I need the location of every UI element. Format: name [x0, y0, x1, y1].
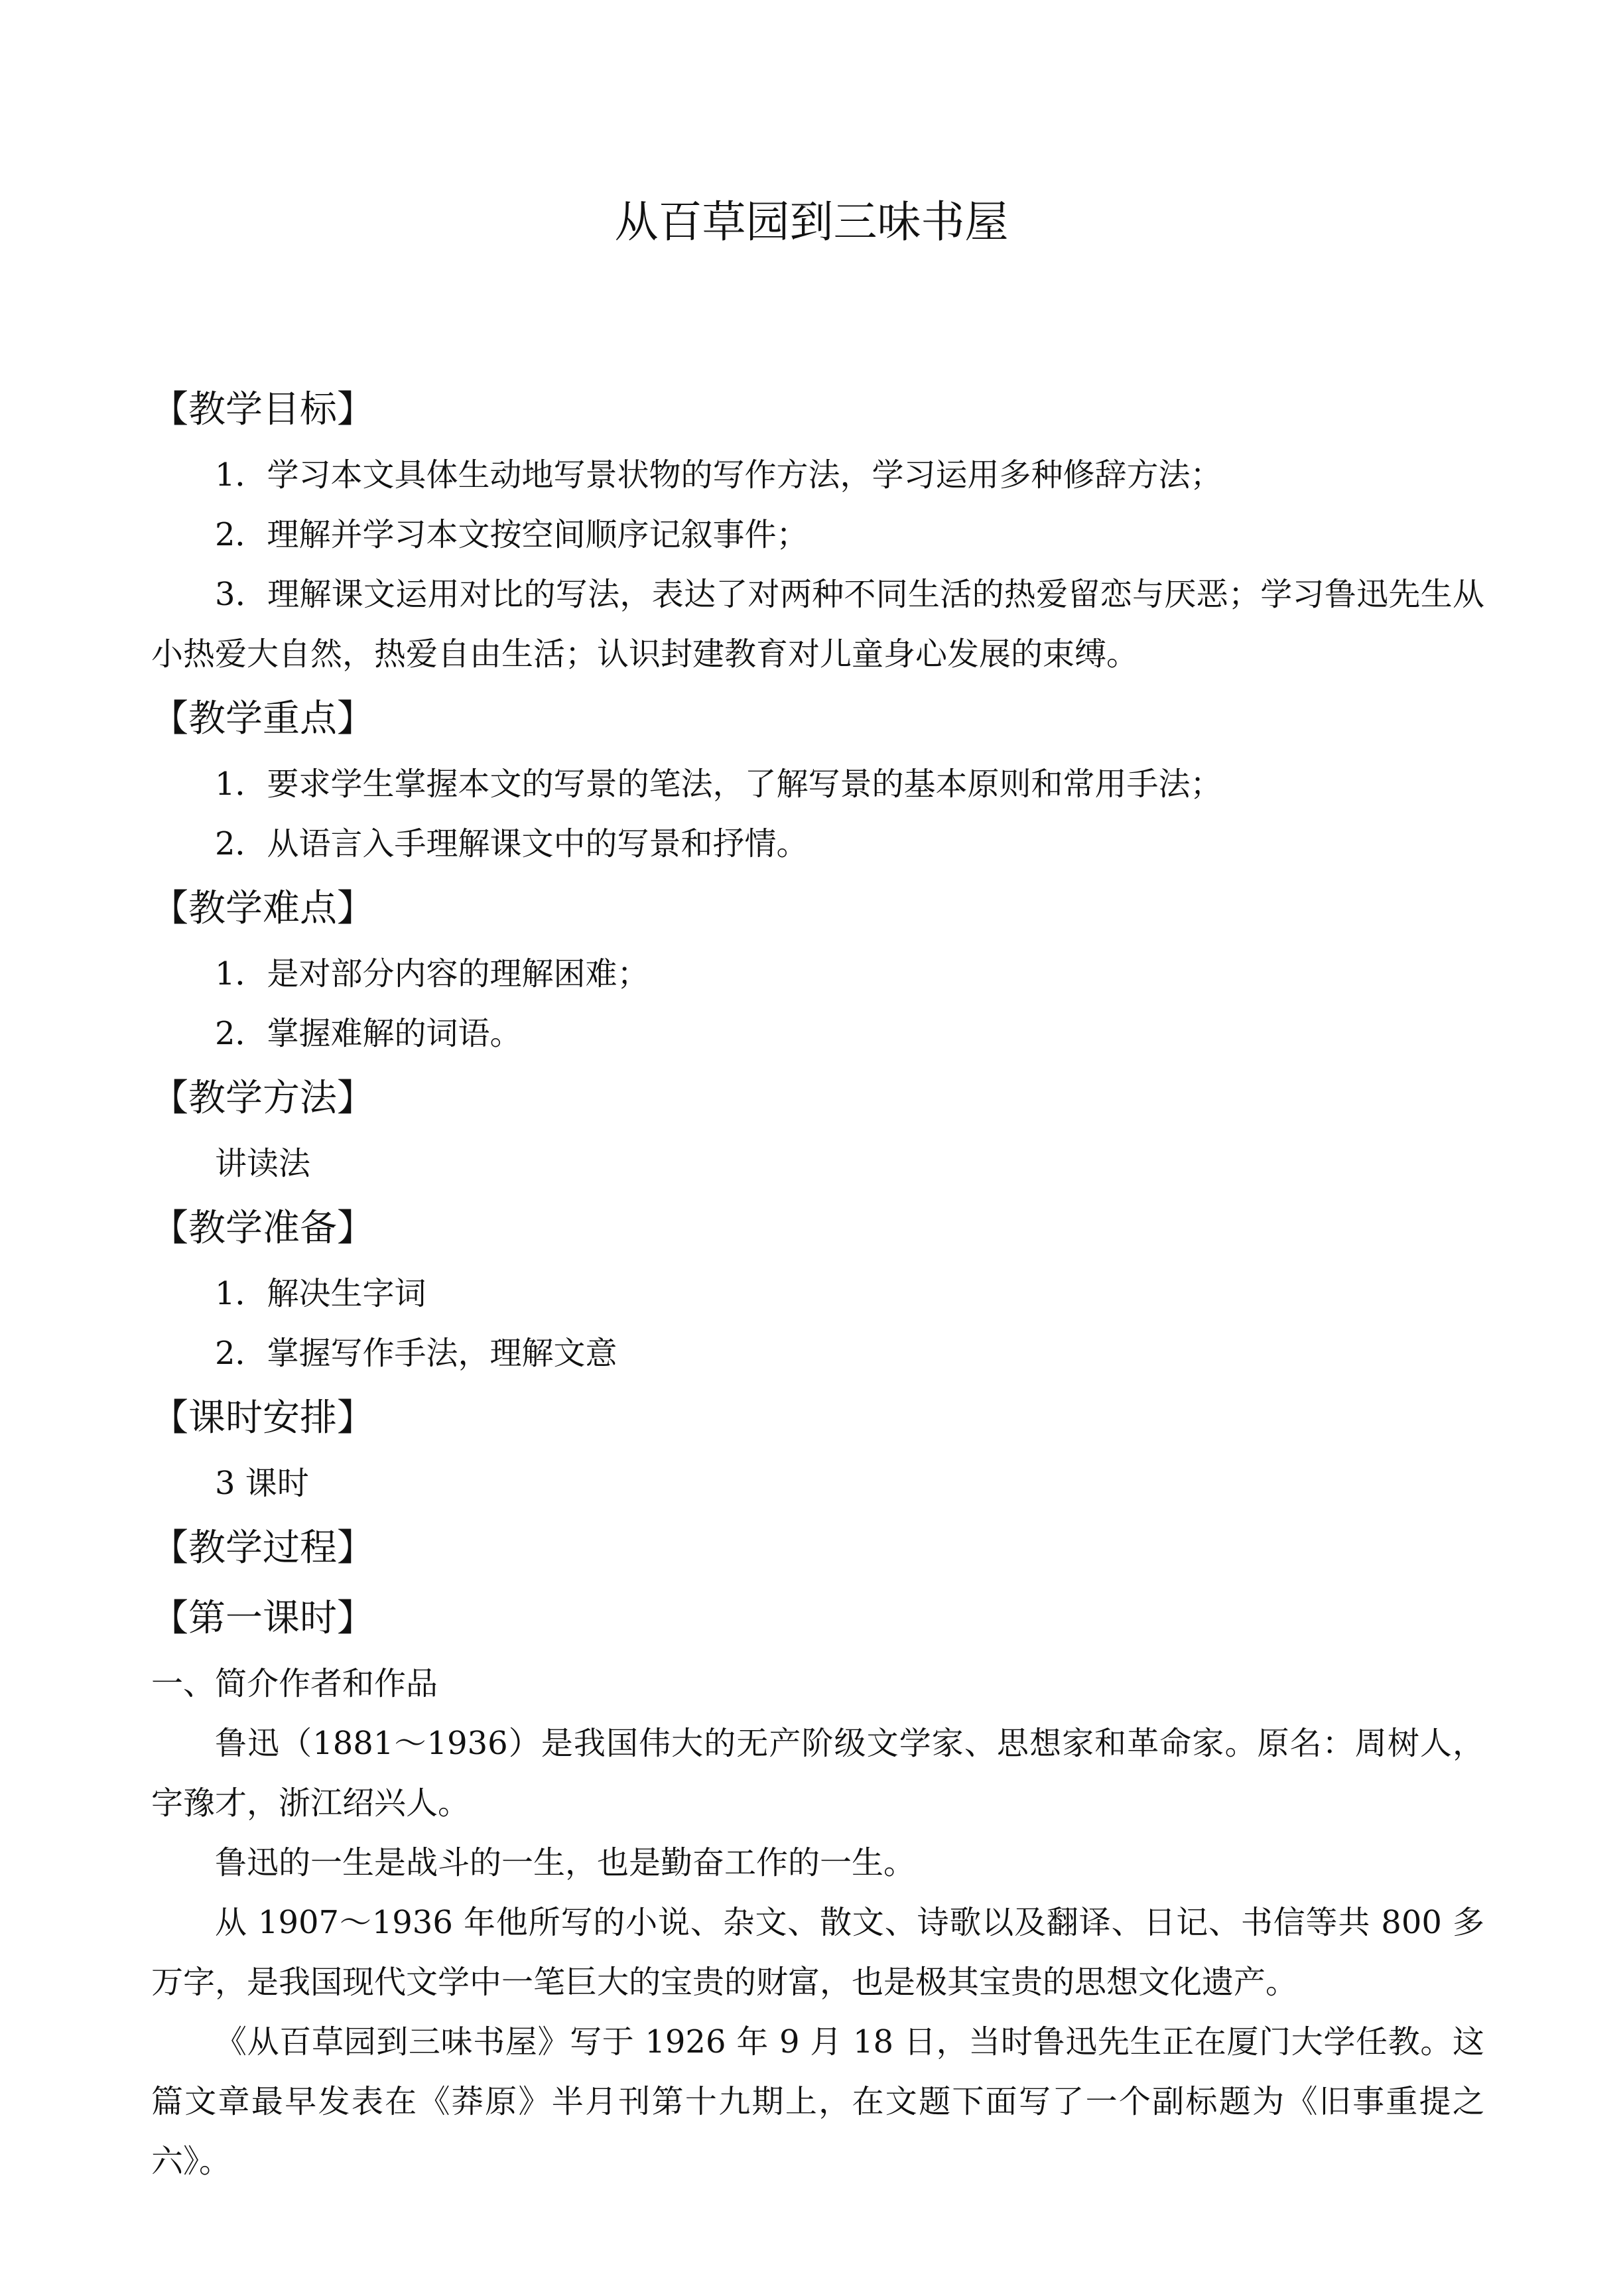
- part-one-paragraph-4: 《从百草园到三味书屋》写于 1926 年 9 月 18 日，当时鲁迅先生正在厦门大学任教。这篇文章最早发表在《莽原》半月刊第十九期上，在文题下面写了一个副标题为《旧事重提之六》。: [151, 2023, 1484, 2180]
- difficulty-item-1: 1．是对部分内容的理解困难；: [215, 955, 649, 992]
- document-body: [151, 375, 1484, 2191]
- preparation-item-1: 1．解决生字词: [215, 1275, 426, 1312]
- section-heading-schedule: 【课时安排】: [151, 1396, 374, 1440]
- section-heading-first-lesson: 【第一课时】: [151, 1597, 374, 1640]
- preparation-item-2: 2．掌握写作手法，理解文意: [215, 1335, 617, 1372]
- key-point-item-1: 1．要求学生掌握本文的写景的笔法，了解写景的基本原则和常用手法；: [215, 766, 1222, 803]
- page-title: 从百草园到三味书屋: [614, 196, 1009, 247]
- schedule-item-1: 3 课时: [215, 1465, 309, 1502]
- part-one-heading: 一、简介作者和作品: [151, 1665, 438, 1702]
- section-heading-difficulties: 【教学难点】: [151, 887, 374, 930]
- section-heading-methods: 【教学方法】: [151, 1077, 374, 1120]
- difficulty-item-2: 2．掌握难解的词语。: [215, 1015, 522, 1052]
- section-heading-process: 【教学过程】: [151, 1526, 374, 1570]
- section-heading-objectives: 【教学目标】: [151, 388, 374, 431]
- method-item-1: 讲读法: [215, 1145, 311, 1182]
- objective-item-3: 3．理解课文运用对比的写法，表达了对两种不同生活的热爱留恋与厌恶；学习鲁迅先生从小热爱大自然，热爱自由生活；认识封建教育对儿童身心发展的束缚。: [151, 576, 1484, 673]
- section-heading-key-points: 【教学重点】: [151, 697, 374, 740]
- section-heading-preparation: 【教学准备】: [151, 1207, 374, 1250]
- part-one-paragraph-1: 鲁迅（1881～1936）是我国伟大的无产阶级文学家、思想家和革命家。原名：周树人，字豫才，浙江绍兴人。: [151, 1725, 1484, 1822]
- key-point-item-2: 2．从语言入手理解课文中的写景和抒情。: [215, 825, 809, 862]
- part-one-paragraph-3: 从 1907～1936 年他所写的小说、杂文、散文、诗歌以及翻译、日记、书信等共 800 多万字，是我国现代文学中一笔巨大的宝贵的财富，也是极其宝贵的思想文化遗产。: [151, 1904, 1484, 2001]
- objective-item-1: 1．学习本文具体生动地写景状物的写作方法，学习运用多种修辞方法；: [215, 456, 1222, 494]
- objective-item-2: 2．理解并学习本文按空间顺序记叙事件；: [215, 516, 809, 553]
- part-one-paragraph-2: 鲁迅的一生是战斗的一生，也是勤奋工作的一生。: [215, 1844, 916, 1881]
